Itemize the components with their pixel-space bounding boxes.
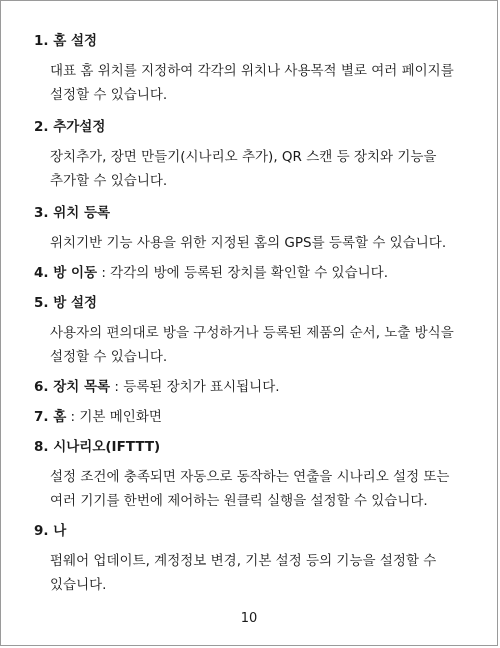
section-line: 설정할 수 있습니다.: [50, 87, 168, 103]
section-title: 7. 홈: [34, 409, 67, 425]
section-line: 장치추가, 장면 만들기(시나리오 추가), QR 스캔 등 장치와 기능을: [50, 149, 437, 165]
section-title: 2. 추가설정: [34, 119, 106, 135]
section-title: 9. 나: [34, 523, 67, 539]
section-scenario: [34, 435, 464, 513]
section-title: 4. 방 이동: [34, 265, 98, 281]
section-line: 여러 기기를 한번에 제어하는 원클릭 실행을 설정할 수 있습니다.: [50, 493, 428, 509]
section-title: 3. 위치 등록: [34, 205, 111, 221]
section-room-move: [34, 261, 464, 285]
section-line: 대표 홈 위치를 지정하여 각각의 위치나 사용목적 별로 여러 페이지를: [50, 63, 454, 79]
section-title: 5. 방 설정: [34, 295, 98, 311]
section-inline-text: : 기본 메인화면: [66, 409, 162, 425]
section-line: 있습니다.: [50, 577, 107, 593]
section-title: 6. 장치 목록: [34, 379, 111, 395]
section-line: 추가할 수 있습니다.: [50, 173, 168, 189]
section-room-settings: [34, 291, 464, 369]
section-home-settings: [34, 29, 464, 107]
section-me: [34, 519, 464, 597]
section-title: 8. 시나리오(IFTTT): [34, 439, 161, 455]
section-home: [34, 405, 464, 429]
section-title: 1. 홈 설정: [34, 33, 98, 49]
section-device-list: [34, 375, 464, 399]
section-add-settings: [34, 115, 464, 193]
section-location-register: [34, 201, 464, 255]
feature-list: [34, 29, 464, 597]
section-line: 펌웨어 업데이트, 계정정보 변경, 기본 설정 등의 기능을 설정할 수: [50, 553, 437, 569]
section-line: 위치기반 기능 사용을 위한 지정된 홈의 GPS를 등록할 수 있습니다.: [50, 235, 447, 251]
section-line: 사용자의 편의대로 방을 구성하거나 등록된 제품의 순서, 노출 방식을: [50, 325, 454, 341]
section-inline-text: : 등록된 장치가 표시됩니다.: [110, 379, 280, 395]
page-number: 10: [240, 611, 258, 626]
section-inline-text: : 각각의 방에 등록된 장치를 확인할 수 있습니다.: [97, 265, 388, 281]
section-line: 설정할 수 있습니다.: [50, 349, 168, 365]
section-line: 설정 조건에 충족되면 자동으로 동작하는 연출을 시나리오 설정 또는: [50, 469, 450, 485]
